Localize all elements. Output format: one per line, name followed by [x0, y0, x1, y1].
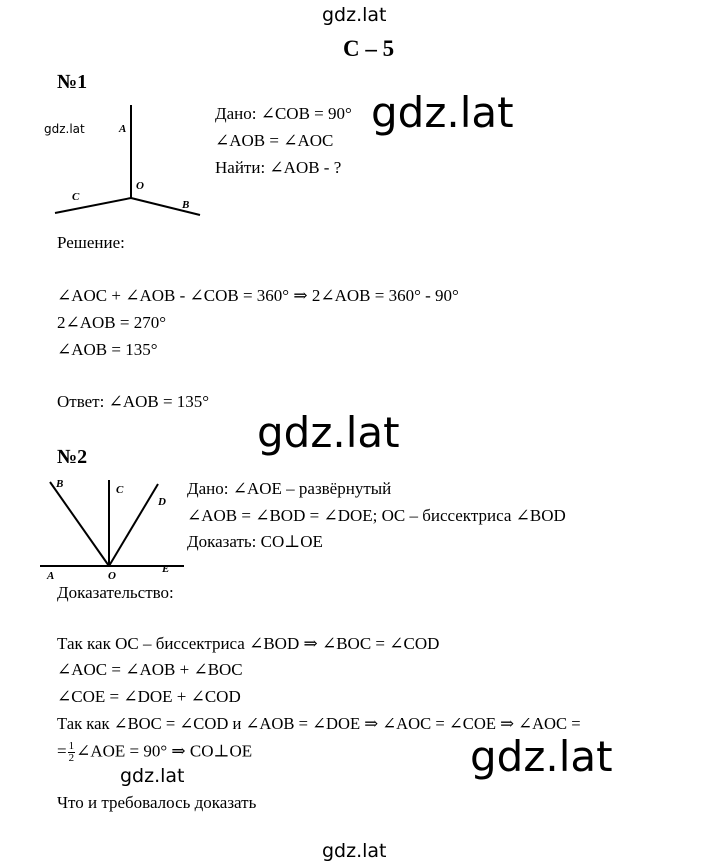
figure1-label-c: C	[72, 191, 80, 203]
figure2-label-d: D	[158, 496, 166, 508]
watermark-small: gdz.lat	[120, 765, 185, 787]
figure1-label-o: O	[136, 180, 144, 192]
problem2-given-line: ∠AOB = ∠BOD = ∠DOE; OC – биссектриса ∠BOD	[187, 506, 566, 525]
figure2-label-e: E	[162, 563, 170, 575]
one-half-fraction	[68, 741, 76, 764]
figure2-label-b: B	[56, 478, 64, 490]
problem1-solution-label: Решение:	[57, 233, 125, 252]
fraction-numerator: 1	[68, 740, 75, 752]
figure1-ray-oc	[55, 198, 131, 213]
figure1-label-b: B	[182, 199, 190, 211]
problem1-given-line: Дано: ∠COB = 90°	[215, 104, 352, 123]
problem2-conclusion: Что и требовалось доказать	[57, 793, 257, 812]
watermark-big: gdz.lat	[257, 408, 400, 457]
watermark-big: gdz.lat	[470, 732, 613, 781]
problem1-solution-line: ∠AOC + ∠AOB - ∠COB = 360° ⇒ 2∠AOB = 360° - 90°	[57, 286, 459, 305]
problem2-proof-line: ∠COE = ∠DOE + ∠COD	[57, 687, 241, 706]
problem2-prove-line: Доказать: CO⊥OE	[187, 532, 323, 551]
watermark-big: gdz.lat	[371, 88, 514, 137]
problem1-given-line: ∠AOB = ∠AOC	[215, 131, 334, 150]
page-title: С – 5	[343, 36, 395, 61]
figure2-label-o: O	[108, 570, 116, 582]
watermark-figure1: gdz.lat	[44, 122, 85, 136]
figure2-label-c: C	[116, 484, 124, 496]
problem1-answer: Ответ: ∠AOB = 135°	[57, 392, 210, 411]
problem1-number: №1	[57, 71, 88, 93]
problem1-solution-line: ∠AOB = 135°	[57, 340, 158, 359]
figure2-label-a: A	[47, 570, 55, 582]
figure1-ray-ob	[131, 198, 200, 215]
problem2-proof-line: ∠AOC = ∠AOB + ∠BOC	[57, 660, 243, 679]
watermark-top: gdz.lat	[322, 4, 387, 26]
problem2-number: №2	[57, 446, 88, 468]
fraction-denominator: 2	[68, 752, 75, 764]
figure2-ray-od	[109, 484, 158, 566]
problem2-proof-line: Так как ∠BOC = ∠COD и ∠AOB = ∠DOE ⇒ ∠AOC = ∠COE ⇒ ∠AOC =	[57, 714, 581, 733]
problem2-proof-label: Доказательство:	[57, 583, 174, 602]
problem1-solution-line: 2∠AOB = 270°	[57, 313, 167, 332]
problem2-given-line: Дано: ∠AOE – развёрнутый	[187, 479, 392, 498]
watermark-bottom: gdz.lat	[322, 840, 387, 862]
problem2-proof-final-line	[57, 741, 252, 764]
problem1-find-line: Найти: ∠AOB - ?	[215, 158, 342, 177]
figure2-ray-ob	[50, 482, 109, 566]
final-line-suffix: ∠AOE = 90° ⇒ CO⊥OE	[76, 741, 253, 761]
final-line-prefix: =	[57, 741, 67, 761]
problem2-proof-line: Так как OC – биссектриса ∠BOD ⇒ ∠BOC = ∠COD	[57, 634, 440, 653]
figure1-label-a: A	[119, 123, 127, 135]
